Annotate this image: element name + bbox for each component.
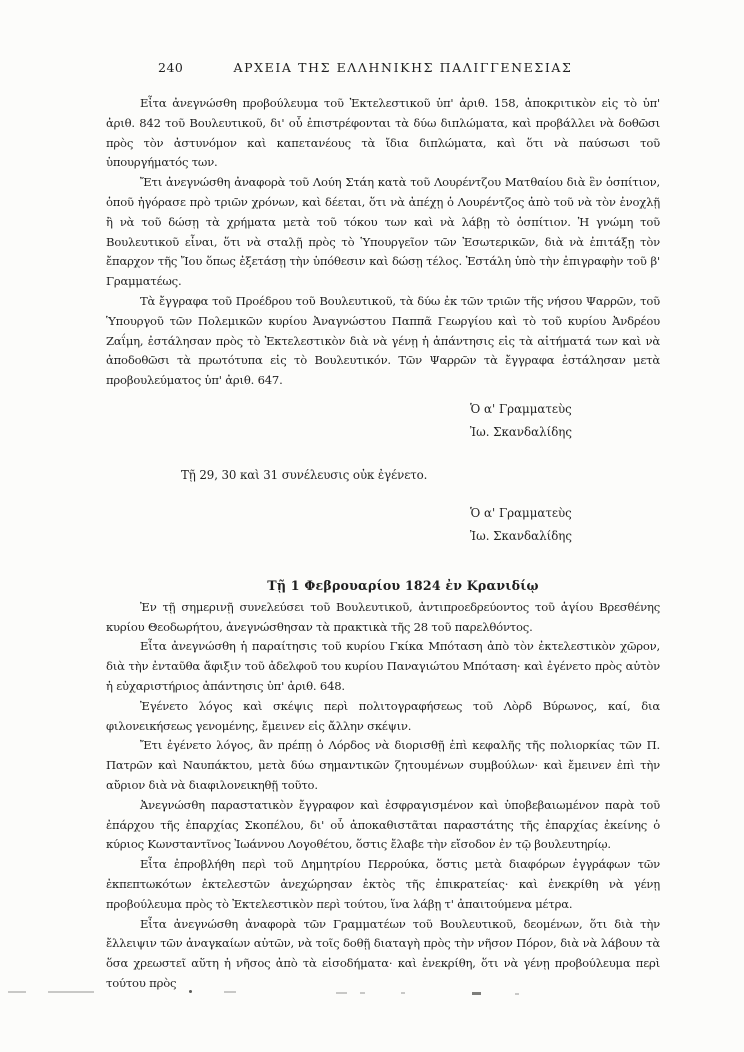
body-paragraph: Ἔτι ἀνεγνώσθη ἀναφορὰ τοῦ Λούη Στάη κατὰ τοῦ Λουρέντζου Ματθαίου διὰ ἓν ὁσπίτιον, ὁποῦ ἠγόρασε πρὸ τριῶν χρόνων, καὶ δέεται, ὅτι νὰ ἀπέχῃ ὁ Λουρέντζος ἀπὸ τοῦ νὰ τὸν ἐνοχλῇ ἢ νὰ τοῦ δώσῃ τὰ χρήματα μετὰ τοῦ τόκου των καὶ νὰ λάβῃ τὸ ὁσπίτιον. Ἡ γνώμη τοῦ Βουλευτικοῦ εἶναι, ὅτι νὰ σταλῇ πρὸς τὸ Ὑπουργεῖον τῶν Ἐσωτερικῶν, διὰ νὰ ἐπιτάξῃ τὸν ἔπαρχον τῆς Ἴου ὅπως ἐξετάσῃ τὴν ὑπόθεσιν καὶ δώσῃ τέλος. Ἐστάλη ὑπὸ τὴν ἐπιγραφὴν τοῦ β' Γραμματέως. <box>106 175 660 289</box>
scan-artifact <box>472 992 481 995</box>
signature-name: Ἰω. Σκανδαλίδης <box>469 425 572 440</box>
running-title: ΑΡΧΕΙΑ ΤΗΣ ΕΛΛΗΝΙΚΗΣ ΠΑΛΙΓΓΕΝΕΣΙΑΣ <box>233 60 573 75</box>
body-paragraph: Ἔτι ἐγένετο λόγος, ἂν πρέπῃ ὁ Λόρδος νὰ διορισθῇ ἐπὶ κεφαλῆς τῆς πολιορκίας τῶν Π. Πατρῶν καὶ Ναυπάκτου, μετὰ δύω σημαντικῶν ζητουμένων συμβούλων· καὶ ἔμεινεν ἐπὶ τὴν αὔριον διὰ νὰ διαφιλονεικηθῇ τοῦτο. <box>106 738 660 792</box>
scan-artifact <box>515 993 519 995</box>
body-paragraph: Ἐν τῇ σημερινῇ συνελεύσει τοῦ Βουλευτικοῦ, ἀντιπροεδρεύοντος τοῦ ἁγίου Βρεσθένης κυρίου Θεοδωρήτου, ἀνεγνώσθησαν τὰ πρακτικὰ τῆς 28 τοῦ παρελθόντος. <box>106 599 660 634</box>
scan-artifact <box>189 990 192 993</box>
body-paragraph: Τὰ ἔγγραφα τοῦ Προέδρου τοῦ Βουλευτικοῦ, τὰ δύω ἐκ τῶν τριῶν τῆς νήσου Ψαρρῶν, τοῦ Ὑπουργοῦ τῶν Πολεμικῶν κυρίου Ἀναγνώστου Παππᾶ Γεωργίου καὶ τὸ τοῦ κυρίου Ἀνδρέου Ζαΐμη, ἐστάλησαν πρὸς τὸ Ἐκτελεστικὸν διὰ νὰ γένῃ ἡ ἀπάντησις εἰς τὰ αἰτήματά των καὶ νὰ ἀποδοθῶσι τὰ πρωτότυπα εἰς τὸ Βουλευτικόν. Τῶν Ψαρρῶν τὰ ἔγγραφα ἐστάλησαν μετὰ προβουλεύματος ὑπ' ἀριθ. 647. <box>106 293 660 388</box>
body-paragraph: Εἶτα ἀνεγνώσθη ἀναφορὰ τῶν Γραμματέων τοῦ Βουλευτικοῦ, δεομένων, ὅτι διὰ τὴν ἔλλειψιν τῶν ἀναγκαίων αὐτῶν, νὰ τοῖς δοθῇ διαταγὴ πρὸς τὴν νῆσον Πόρον, διὰ νὰ λάβουν τὰ ὅσα χρεωστεῖ αὕτη ἡ νῆσος ἀπὸ τὰ εἰσοδήματα· καὶ ἐνεκρίθη, ὅτι νὰ γένῃ προβούλευμα περὶ τούτου πρὸς <box>106 916 660 990</box>
body-paragraph: Ἀνεγνώσθη παραστατικὸν ἔγγραφον καὶ ἐσφραγισμένον καὶ ὑποβεβαιωμένον παρὰ τοῦ ἐπάρχου τῆς ἐπαρχίας Σκοπέλου, δι' οὗ ἀποκαθιστᾶται παραστάτης τῆς ἐπαρχίας ἐκείνης ὁ κύριος Κωνσταντῖνος Ἰωάννου Λογοθέτου, ὅστις ἔλαβε τὴν εἴσοδον ἐν τῷ βουλευτηρίῳ. <box>106 797 660 852</box>
scan-artifact <box>401 992 405 994</box>
scan-artifact <box>8 991 26 993</box>
signature-role: Ὁ α' Γραμματεὺς <box>470 505 572 520</box>
signature-block <box>470 502 572 549</box>
body-paragraph: Ἐγένετο λόγος καὶ σκέψις περὶ πολιτογραφήσεως τοῦ Λὸρδ Βύρωνος, καί, δια φιλονεικήσεως γενομένης, ἔμεινεν εἰς ἄλλην σκέψιν. <box>106 698 660 733</box>
text-block <box>106 60 660 994</box>
scan-artifact <box>48 991 94 993</box>
scan-artifact <box>336 992 347 994</box>
scan-artifact <box>224 991 236 993</box>
signature-block <box>470 398 572 445</box>
body-paragraph: Εἶτα ἀνεγνώσθη προβούλευμα τοῦ Ἐκτελεστικοῦ ὑπ' ἀριθ. 158, ἀποκριτικὸν εἰς τὸ ὑπ' ἀριθ. 842 τοῦ Βουλευτικοῦ, δι' οὗ ἐπιστρέφονται τὰ δύω διπλώματα, καὶ προβάλλει νὰ δοθῶσι πρὸς τὸν ἀστυνόμον καὶ καπετανέους τὰ ἴδια διπλώματα, καὶ ὅτι νὰ παύσωσι τοῦ ὑπουργήματός των. <box>106 96 660 170</box>
session-heading: Τῇ 1 Φεβρουαρίου 1824 ἐν Κρανιδίῳ <box>267 577 539 593</box>
page-number: 240 <box>158 60 184 75</box>
signature-role: Ὁ α' Γραμματεὺς <box>470 401 572 416</box>
scan-artifact <box>360 992 365 994</box>
body-paragraph: Εἶτα ἀνεγνώσθη ἡ παραίτησις τοῦ κυρίου Γκίκα Μπόταση ἀπὸ τὸν ἐκτελεστικὸν χῶρον, διὰ τὴν ἐνταῦθα ἄφιξιν τοῦ ἀδελφοῦ του κυρίου Παναγιώτου Μπόταση· καὶ ἐγένετο πρὸς αὐτὸν ἡ εὐχαριστήριος ἀπάντησις ὑπ' ἀριθ. 648. <box>106 639 660 693</box>
page-header <box>106 60 660 78</box>
no-session-note: Τῇ 29, 30 καὶ 31 συνέλευσις οὐκ ἐγένετο. <box>181 467 428 482</box>
body-paragraph: Εἶτα ἐπροβλήθη περὶ τοῦ Δημητρίου Περρούκα, ὅστις μετὰ διαφόρων ἐγγράφων τῶν ἐκπεπτωκότων ἐκτελεστῶν ἀνεχώρησαν ἐκτὸς τῆς ἐπικρατείας· καὶ ἐνεκρίθη νὰ γένῃ προβούλευμα πρὸς τὸ Ἐκτελεστικὸν περὶ τούτου, ἵνα λάβῃ τ' ἀπαιτούμενα μέτρα. <box>106 857 660 911</box>
signature-name: Ἰω. Σκανδαλίδης <box>469 529 572 544</box>
